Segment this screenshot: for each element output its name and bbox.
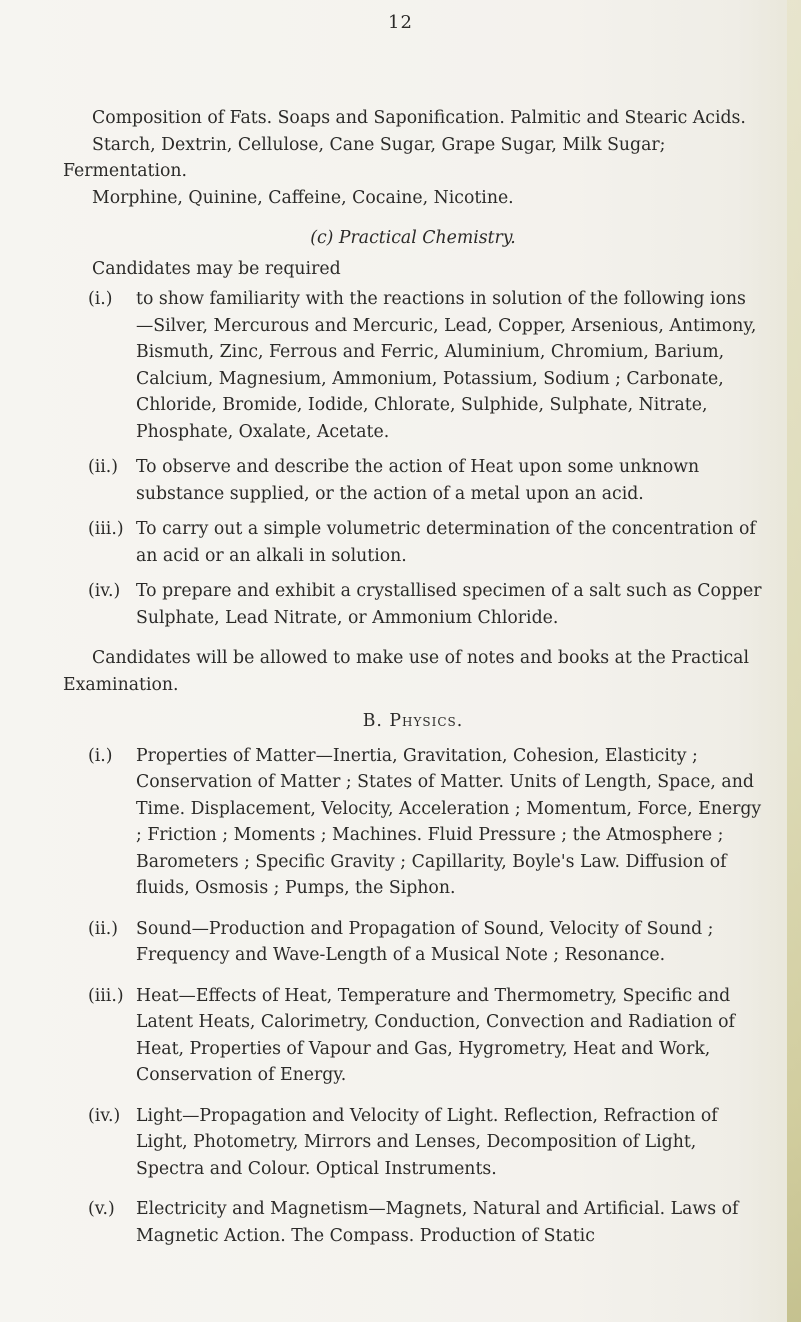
list-item-text: To carry out a simple volumetric determination of the concentration of an acid or an alkali in solution. — [136, 519, 756, 566]
list-item-number: (ii.) — [88, 918, 119, 939]
section-heading-physics: B. Physics. — [362, 711, 464, 731]
list-item-text: To observe and describe the action of Heat upon some unknown substance supplied, or the action of a metal upon an acid. — [136, 457, 700, 504]
list-item — [63, 1196, 763, 1249]
list-item — [63, 578, 763, 631]
list-item-text: Properties of Matter—Inertia, Gravitation, Cohesion, Elasticity ; Conservation of Matter ; States of Matter. Units of Length, Space, and Time. Displacement, Velocity, Acceleration ; Momentum, Force, Energy ; Friction ; Moments ; Machines. Fluid Pressure ; the Atmosphere ; Barometers ; Specific Gravity ; Capillarity, Boyle's Law. Diffusion of fluids, Osmosis ; Pumps, the Siphon. — [136, 745, 762, 898]
practical-note: Candidates will be allowed to make use of notes and books at the Practical Examination. — [63, 648, 750, 695]
list-item-text: Light—Propagation and Velocity of Light. Reflection, Refraction of Light, Photometry, Mirrors and Lenses, Decomposition of Light, Spectra and Colour. Optical Instruments. — [136, 1105, 718, 1179]
list-item-number: (i.) — [88, 745, 113, 766]
document-body — [63, 105, 763, 1249]
list-item — [63, 743, 763, 902]
list-item-text: to show familiarity with the reactions in solution of the following ions—Silver, Mercurous and Mercuric, Lead, Copper, Arsenious, Antimony, Bismuth, Zinc, Ferrous and Ferric, Aluminium, Chromium, Barium, Calcium, Magnesium, Ammonium, Potassium, Sodium ; Carbonate, Chloride, Bromide, Iodide, Chlorate, Sulphide, Sulphate, Nitrate, Phosphate, Oxalate, Acetate. — [136, 289, 757, 442]
list-item — [63, 983, 763, 1089]
list-item-text: To prepare and exhibit a crystallised specimen of a salt such as Copper Sulphate, Lead Nitrate, or Ammonium Chloride. — [136, 581, 762, 628]
list-item-number: (v.) — [88, 1199, 115, 1219]
list-item-number: (iv.) — [88, 1105, 121, 1126]
list-item-text: Sound—Production and Propagation of Sound, Velocity of Sound ; Frequency and Wave-Length of a Musical Note ; Resonance. — [136, 918, 714, 965]
chemistry-paragraph: Composition of Fats. Soaps and Saponification. Palmitic and Stearic Acids. — [92, 108, 746, 128]
chemistry-paragraph: Starch, Dextrin, Cellulose, Cane Sugar, Grape Sugar, Milk Sugar; Fermentation. — [63, 134, 666, 181]
list-item-number: (ii.) — [88, 457, 119, 477]
list-item — [63, 454, 763, 507]
list-item-text: Heat—Effects of Heat, Temperature and Thermometry, Specific and Latent Heats, Calorimetry, Conduction, Convection and Radiation of Heat, Properties of Vapour and Gas, Hygrometry, Heat and Work, Conservation of Energy. — [136, 985, 735, 1085]
list-item-number: (iii.) — [88, 519, 124, 539]
practical-intro: Candidates may be required — [92, 258, 341, 279]
list-item — [63, 1103, 763, 1183]
page-number: 12 — [388, 12, 413, 33]
list-item-number: (iii.) — [88, 985, 124, 1006]
list-item — [63, 516, 763, 569]
list-item — [63, 286, 763, 445]
list-item-number: (iv.) — [88, 581, 121, 601]
list-item — [63, 916, 763, 969]
list-item-number: (i.) — [88, 289, 113, 309]
section-heading-practical-chemistry: (c) Practical Chemistry. — [310, 228, 516, 248]
list-item-text: Electricity and Magnetism—Magnets, Natural and Artificial. Laws of Magnetic Action. The Compass. Production of Static — [136, 1199, 739, 1246]
chemistry-paragraph: Morphine, Quinine, Caffeine, Cocaine, Nicotine. — [92, 187, 514, 208]
page-edge-stain — [787, 0, 801, 1322]
